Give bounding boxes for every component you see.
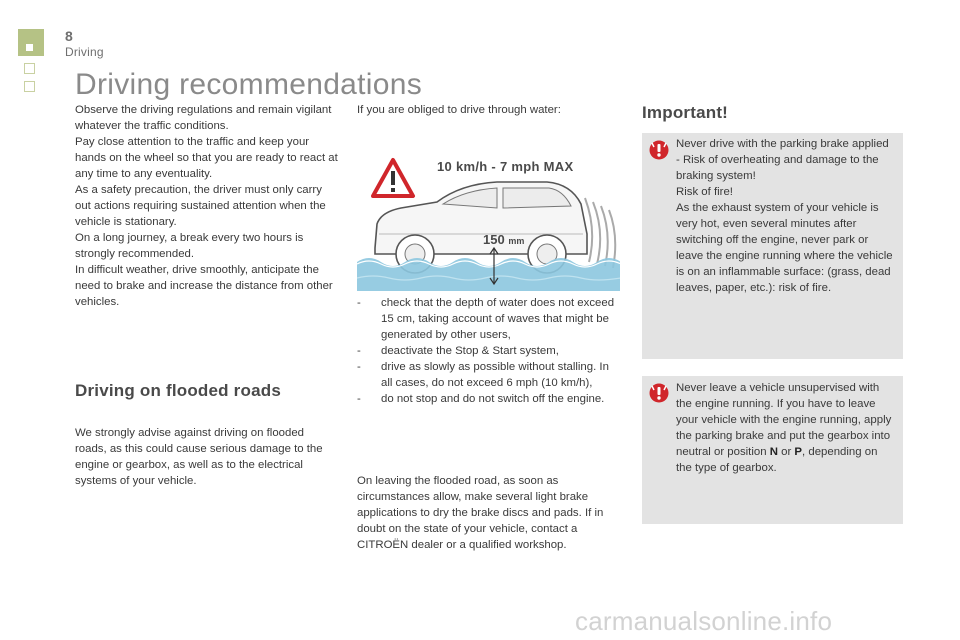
list-item-text: check that the depth of water does not exceed 15 cm, taking account of waves that might be generated by other users, <box>381 297 615 341</box>
important-heading: Important! <box>642 103 729 122</box>
list-item <box>357 391 619 407</box>
watermark: carmanualsonline.info <box>575 606 833 636</box>
water-level <box>357 258 620 291</box>
section-box-empty-2 <box>24 81 35 92</box>
warning-exclamation-icon <box>649 383 669 403</box>
depth-value: 150 <box>483 232 505 247</box>
speed-limit-label: 10 km/h - 7 mph MAX <box>437 159 574 174</box>
list-item <box>357 295 619 343</box>
warning-exclamation-icon <box>649 140 669 160</box>
unsupervised-text: Never leave a vehicle unsupervised with the engine running. If you have to leave your vehicle with the engine running, apply the parking brake and put the gearbox into neutral or position <box>676 382 892 458</box>
important-box-unsupervised <box>642 376 903 524</box>
important-text-fire <box>676 136 894 296</box>
connector-text: or <box>777 446 795 458</box>
intro-paragraph: On a long journey, a break every two hours is strongly recommended. <box>75 232 304 260</box>
list-item-text: do not stop and do not switch off the engine. <box>381 393 605 405</box>
motion-lines <box>585 198 615 268</box>
gear-neutral-label: N <box>769 446 778 458</box>
list-dash: - <box>357 361 361 373</box>
list-item <box>357 343 619 359</box>
section-label: Driving <box>65 45 104 59</box>
important-box-fire <box>642 133 903 359</box>
section-box-empty-1 <box>24 63 35 74</box>
list-item-text: deactivate the Stop & Start system, <box>381 345 559 357</box>
list-dash: - <box>357 297 361 309</box>
section-tab-marker <box>26 44 33 51</box>
intro-paragraph: Observe the driving regulations and remain vigilant whatever the traffic conditions. <box>75 104 332 132</box>
gear-park-label: P <box>794 446 803 458</box>
after-leaving-text: On leaving the flooded road, as soon as circumstances allow, make several light brake applications to dry the brake discs and pads. If in doubt on the state of your vehicle, contact a CITROËN dealer or a qualified workshop. <box>357 475 604 551</box>
list-item <box>357 359 619 391</box>
important-paragraph: As the exhaust system of your vehicle is very hot, even several minutes after switching off the engine, never park or leave the engine running where the vehicle is on an inflammable surface: (grass, dead leaves, paper, etc.): risk of fire. <box>676 202 893 294</box>
page-number: 8 <box>65 28 73 44</box>
water-intro: If you are obliged to drive through water: <box>357 104 561 116</box>
depth-label <box>483 232 524 247</box>
list-dash: - <box>357 393 361 405</box>
intro-paragraph: As a safety precaution, the driver must only carry out actions requiring sustained attention when the vehicle is stationary. <box>75 184 326 228</box>
important-text-unsupervised <box>676 380 894 476</box>
warning-triangle-icon <box>373 160 413 196</box>
intro-paragraph: In difficult weather, drive smoothly, anticipate the need to brake and increase the distance from other vehicles. <box>75 264 333 308</box>
flooded-advice: We strongly advise against driving on flooded roads, as this could cause serious damage to the engine or gearbox, as well as to the electrical systems of your vehicle. <box>75 427 323 487</box>
water-precautions-list <box>357 295 619 407</box>
important-paragraph: Never drive with the parking brake applied - Risk of overheating and damage to the braking system! <box>676 138 889 182</box>
unsupervised-text-end: , depending on the type of gearbox. <box>676 446 878 474</box>
list-item-text: drive as slowly as possible without stalling. In all cases, do not exceed 6 mph (10 km/h), <box>381 361 609 389</box>
intro-text <box>75 102 339 310</box>
page-title: Driving recommendations <box>75 68 423 101</box>
flooded-heading: Driving on flooded roads <box>75 381 281 400</box>
flooded-road-illustration <box>357 150 620 291</box>
intro-paragraph: Pay close attention to the traffic and keep your hands on the wheel so that you are ready to react at any time to any eventuality. <box>75 136 338 180</box>
depth-unit: mm <box>508 236 525 246</box>
list-dash: - <box>357 345 361 357</box>
important-paragraph: Risk of fire! <box>676 186 733 198</box>
section-color-tab <box>18 29 44 56</box>
